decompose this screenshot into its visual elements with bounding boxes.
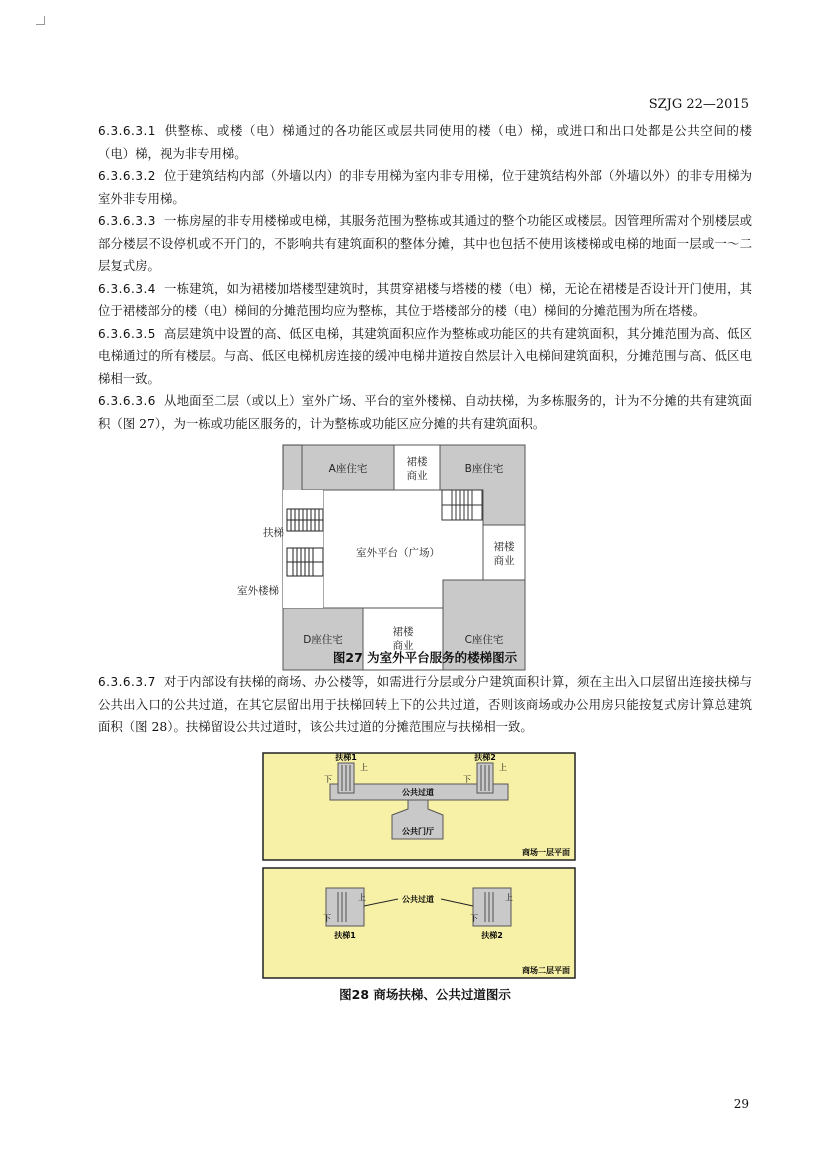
f1-escalator1-label: 扶梯1 [335,752,357,762]
paragraph-group-top [98,120,752,435]
block-d-label: D座住宅 [303,634,343,646]
figure-27-caption: 图27 为室外平台服务的楼梯图示 [332,650,518,665]
f1-down-1: 下 [324,774,332,784]
block-c-label: C座住宅 [464,634,504,646]
f2-escalator2-label: 扶梯2 [481,930,503,940]
figure-27 [98,438,752,686]
f2-plan-label: 商场二层平面 [522,965,570,975]
standard-code: SZJG 22—2015 [648,97,749,112]
clause-paragraph [98,210,752,278]
clause-number: 6.3.6.3.6 [98,394,156,408]
outdoor-stair-symbol [287,548,323,576]
escalator-symbol [287,509,323,531]
f2-corridor-label: 公共过道 [402,894,434,904]
document-body [98,120,752,1021]
page-number: 29 [733,1097,749,1111]
clause-text: 位于建筑结构内部（外墙以内）的非专用梯为室内非专用梯，位于建筑结构外部（外墙以外）的非专用梯为室外非专用梯。 [98,168,752,206]
podium-bottom-label-2: 商业 [392,640,414,652]
clause-number: 6.3.6.3.1 [98,124,156,138]
f1-up-1: 上 [360,762,368,772]
clause-text: 从地面至二层（或以上）室外广场、平台的室外楼梯、自动扶梯，为多栋服务的，计为不分摊的共有建筑面积（图 27），为一栋或功能区服务的，计为整栋或功能区应分摊的共有建筑面积。 [98,393,752,431]
podium-top-label-1: 裙楼 [406,456,428,468]
clause-paragraph [98,323,752,391]
f2-escalator1-label: 扶梯1 [334,930,356,940]
crop-mark [36,16,45,25]
f1-corridor-label: 公共过道 [402,787,434,797]
clause-number: 6.3.6.3.7 [98,675,156,689]
f2-up-1: 上 [358,892,366,902]
platform-label: 室外平台（广场） [356,547,440,559]
figure-28-diagram [98,751,752,1001]
clause-text: 一栋建筑，如为裙楼加塔楼型建筑时，其贯穿裙楼与塔楼的楼（电）梯，无论在裙楼是否设计开门使用，其位于裙楼部分的楼（电）梯间的分摊范围均应为整栋，其位于塔楼部分的楼（电）梯间的分摊范围为所在塔楼。 [98,280,752,318]
f1-up-2: 上 [499,762,507,772]
floor2-plan [263,868,575,978]
clause-paragraph [98,165,752,210]
clause-text: 一栋房屋的非专用楼梯或电梯，其服务范围为整栋或其通过的整个功能区或楼层。因管理所需对个别楼层或部分楼层不设停机或不开门的，不影响共有建筑面积的整体分摊，其中也包括不使用该楼梯或电梯的地面一层或一～二层复式房。 [98,213,752,273]
outdoor-stair-label: 室外楼梯 [237,585,279,597]
podium-top-label-2: 商业 [406,470,428,482]
podium-bottom-label-1: 裙楼 [392,626,414,638]
podium-right-label-2: 商业 [493,555,515,567]
f2-up-2: 上 [505,892,513,902]
f1-escalator2-label: 扶梯2 [474,752,496,762]
clause-text: 对于内部设有扶梯的商场、办公楼等，如需进行分层或分户建筑面积计算，须在主出入口层留出连接扶梯与公共出入口的公共过道，在其它层留出用于扶梯回转上下的公共过道，否则该商场或办公用房只能按复式房计算总建筑面积（图 28）。扶梯留设公共过道时，该公共过道的分摊范围应与扶梯相一致。 [98,674,752,734]
clause-number: 6.3.6.3.2 [98,169,156,183]
clause-number: 6.3.6.3.3 [98,214,156,228]
clause-text: 供整栋、或楼（电）梯通过的各功能区或层共同使用的楼（电）梯，或进口和出口处都是公共空间的楼（电）梯，视为非专用梯。 [98,123,752,161]
f1-plan-label: 商场一层平面 [522,847,570,857]
escalator-label: 扶梯 [263,527,284,539]
clause-number: 6.3.6.3.5 [98,326,156,341]
f1-down-2: 下 [463,774,471,784]
f1-hall-label: 公共门厅 [402,826,434,836]
clause-paragraph [98,278,752,323]
stair-symbol-top-right [442,490,482,520]
block-a-label: A座住宅 [328,463,368,475]
clause-paragraph [98,390,752,435]
block-b-label: B座住宅 [464,463,504,475]
f2-down-2: 下 [470,913,478,923]
clause-number: 6.3.6.3.4 [98,281,156,296]
figure-28-caption: 图28 商场扶梯、公共过道图示 [339,986,511,1002]
clause-text: 高层建筑中设置的高、低区电梯，其建筑面积应作为整栋或功能区的共有建筑面积，其分摊范围为高、低区电梯通过的所有楼层。与高、低区电梯机房连接的缓冲电梯井道按自然层计入电梯间建筑面积，分摊范围与高、低区电梯相一致。 [98,325,752,386]
podium-right-label-1: 裙楼 [493,541,515,553]
figure-28 [98,751,752,1021]
clause-paragraph [98,120,752,165]
f2-down-1: 下 [323,913,331,923]
